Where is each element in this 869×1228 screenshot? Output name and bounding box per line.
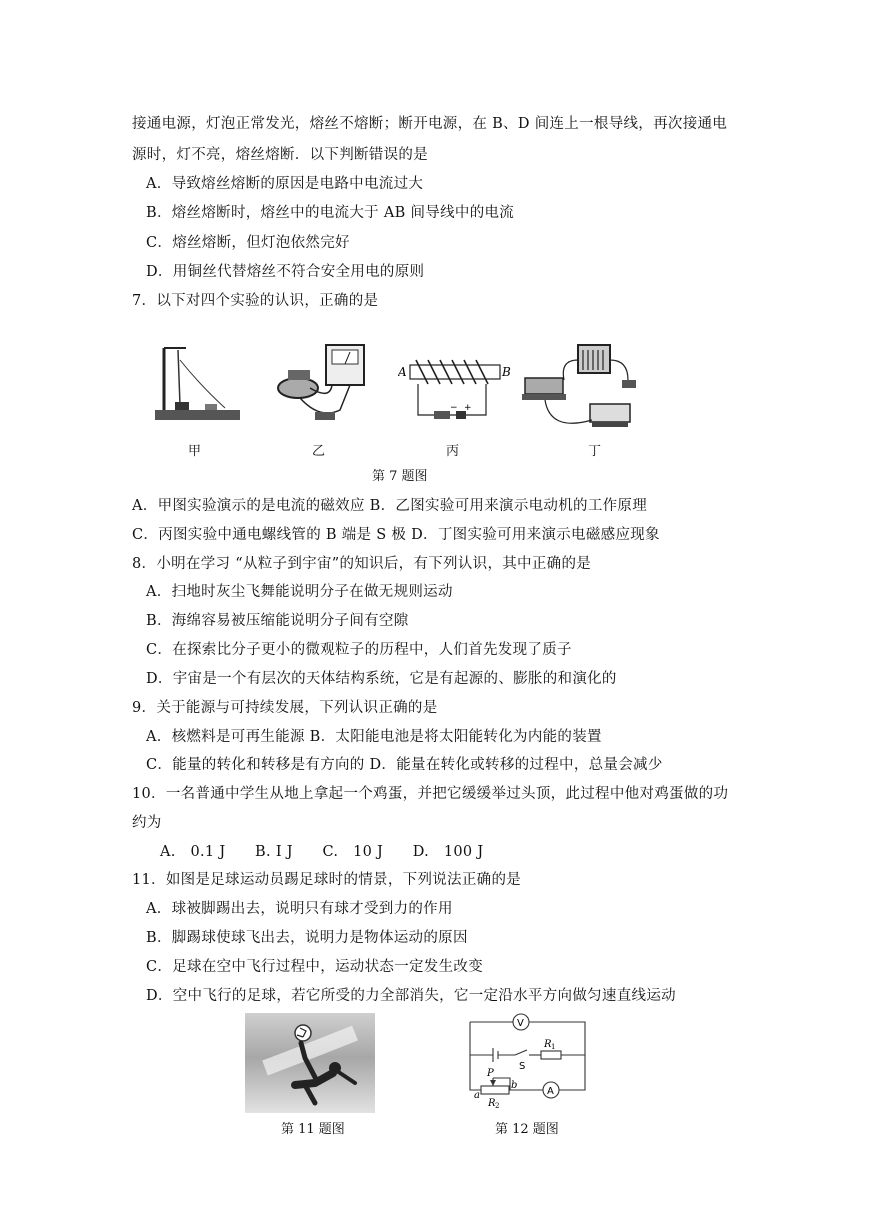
end-b-label: b (511, 1080, 518, 1091)
q7-option-ab: A．甲图实验演示的是电流的磁效应 B．乙图实验可用来演示电动机的工作原理 (132, 498, 648, 514)
figure-label-bing: 丙 (446, 444, 460, 459)
coil-label-a: A (398, 365, 407, 379)
minus-sign: − (450, 403, 458, 413)
slider-p-label: P (487, 1068, 494, 1079)
q12-caption: 第 12 题图 (495, 1122, 559, 1137)
q9-stem: 9．关于能源与可持续发展，下列认识正确的是 (132, 700, 438, 716)
q8-option-d: D．宇宙是一个有层次的天体结构系统，它是有起源的、膨胀的和演化的 (146, 671, 617, 687)
figure-yi-galvanometer (270, 340, 380, 435)
text-line: 源时，灯不亮，熔丝熔断．以下判断错误的是 (132, 147, 428, 163)
soccer-photo (245, 1013, 375, 1113)
q6-option-a: A．导致熔丝熔断的原因是电路中电流过大 (146, 176, 424, 192)
q9-option-cd: C．能量的转化和转移是有方向的 D．能量在转化或转移的过程中，总量会减少 (146, 757, 663, 773)
r1-subscript: 1 (551, 1043, 556, 1051)
soccer-player-image (245, 1013, 375, 1113)
q6-option-c: C．熔丝熔断，但灯泡依然完好 (146, 235, 350, 251)
q6-option-b: B．熔丝熔断时，熔丝中的电流大于 AB 间导线中的电流 (146, 205, 515, 221)
q9-option-ab: A．核燃料是可再生能源 B．太阳能电池是将太阳能转化为内能的装置 (146, 729, 602, 745)
q11-option-d: D．空中飞行的足球，若它所受的力全部消失，它一定沿水平方向做匀速直线运动 (146, 988, 676, 1004)
q8-option-c: C．在探索比分子更小的微观粒子的历程中，人们首先发现了质子 (146, 642, 572, 658)
q8-option-b: B．海绵容易被压缩能说明分子间有空隙 (146, 613, 409, 629)
q11-option-c: C．足球在空中飞行过程中，运动状态一定发生改变 (146, 959, 483, 975)
q7-figures (150, 340, 670, 470)
q10-stem-line2: 约为 (132, 815, 162, 831)
q11-stem: 11．如图是足球运动员踢足球时的情景，下列说法正确的是 (132, 872, 522, 888)
q11-caption: 第 11 题图 (281, 1122, 345, 1137)
end-a-label: a (474, 1090, 480, 1101)
ammeter-label: A (547, 1086, 554, 1097)
q8-option-a: A．扫地时灰尘飞舞能说明分子在做无规则运动 (146, 584, 453, 600)
plus-sign: + (464, 403, 472, 413)
figure-label-yi: 乙 (312, 444, 326, 459)
q7-option-cd: C．丙图实验中通电螺线管的 B 端是 S 极 D．丁图实验可用来演示电磁感应现象 (132, 527, 660, 543)
figure-jia-stand (150, 340, 245, 430)
q6-option-d: D．用铜丝代替熔丝不符合安全用电的原则 (146, 264, 425, 280)
q10-stem-line1: 10．一名普通中学生从地上拿起一个鸡蛋，并把它缓缓举过头顶，此过程中他对鸡蛋做的功 (132, 786, 729, 802)
q11-option-a: A．球被脚踢出去，说明只有球才受到力的作用 (146, 901, 453, 917)
text-line: 接通电源，灯泡正常发光，熔丝不熔断；断开电源，在 B、D 间连上一根导线，再次接通电 (132, 116, 728, 132)
figure-label-ding: 丁 (588, 444, 602, 459)
voltmeter-label: V (517, 1018, 524, 1029)
q7-stem: 7．以下对四个实验的认识，正确的是 (132, 293, 379, 309)
circuit-diagram (465, 1010, 605, 1115)
r2-subscript: 2 (495, 1102, 500, 1110)
q11-option-b: B．脚踢球使球飞出去，说明力是物体运动的原因 (146, 930, 468, 946)
switch-label: S (519, 1061, 526, 1072)
r1-label: R (544, 1039, 552, 1050)
figure-bing-solenoid (398, 340, 513, 430)
figure-ding-motor (520, 340, 640, 440)
figure-label-jia: 甲 (188, 444, 202, 459)
q7-caption: 第 7 题图 (372, 469, 428, 484)
bottom-figures (245, 1010, 665, 1140)
r2-label: R (488, 1098, 496, 1109)
q8-stem: 8．小明在学习 “从粒子到宇宙”的知识后，有下列认识，其中正确的是 (132, 556, 592, 572)
q10-options: A. 0.1 J B. I J C. 10 J D. 100 J (160, 844, 484, 860)
coil-label-b: B (502, 365, 511, 379)
